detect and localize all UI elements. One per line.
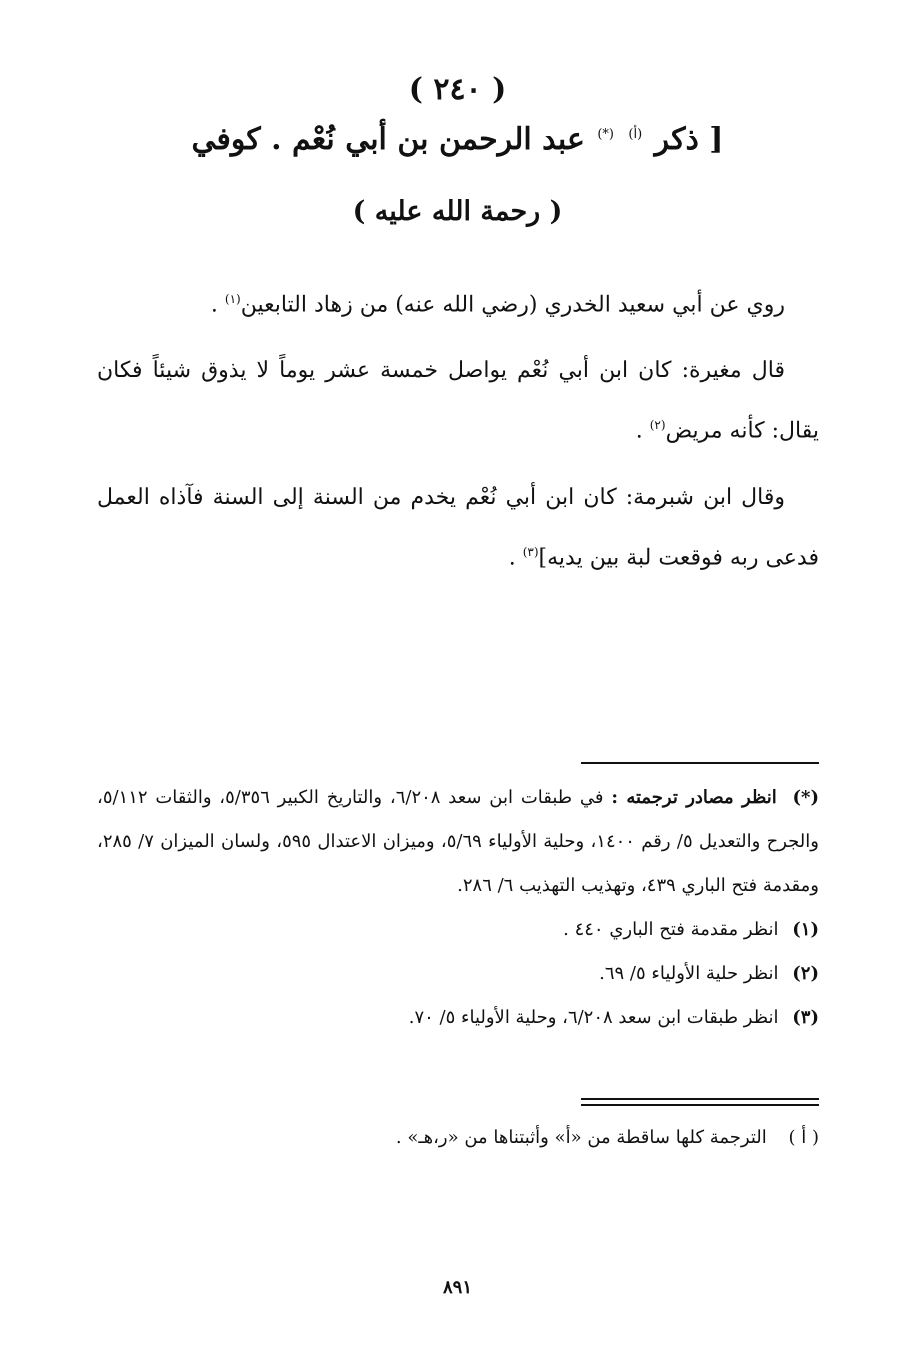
paragraph-3-text: وقال ابن شبرمة: كان ابن أبي نُعْم يخدم من السنة إلى السنة فآذاه العمل فدعى ربه فوقعت لبة بين يديه] xyxy=(97,484,819,570)
footnote-2 xyxy=(97,952,819,996)
footnote-2-text: انظر حلية الأولياء ٥/ ٦٩. xyxy=(599,963,779,984)
paragraph-3-end: . xyxy=(508,544,523,570)
manuscript-variant-note xyxy=(97,1116,819,1160)
footnote-1 xyxy=(97,908,819,952)
footnote-3-text: انظر طبقات ابن سعد ٦/٢٠٨، وحلية الأولياء ٥/ ٧٠. xyxy=(408,1007,779,1028)
paragraph-1-end: . xyxy=(210,292,225,318)
paragraph-2-end: . xyxy=(635,418,650,444)
entry-number: ( ٢٤٠ ) xyxy=(408,72,507,107)
variant-reference-a: (أ) xyxy=(628,127,643,142)
footnote-1-key: (١) xyxy=(792,919,819,940)
footnote-sources-key: (*) xyxy=(792,787,819,808)
main-text xyxy=(97,272,819,597)
title-dhikr-word: ذكر xyxy=(654,122,699,157)
paragraph-1 xyxy=(97,272,819,332)
footnote-1-text: انظر مقدمة فتح الباري ٤٤٠ . xyxy=(563,919,779,940)
footnote-ref-2: (٢) xyxy=(649,418,666,433)
sources-reference-star: (*) xyxy=(597,127,614,142)
footnotes xyxy=(97,776,819,1040)
footnote-3 xyxy=(97,996,819,1040)
footnote-2-key: (٢) xyxy=(792,963,819,984)
biography-title xyxy=(100,122,815,157)
page-number: ٨٩١ xyxy=(442,1277,472,1298)
paragraph-2-text: قال مغيرة: كان ابن أبي نُعْم يواصل خمسة عشر يوماً لا يذوق شيئاً فكان يقال: كأنه مريض xyxy=(97,358,819,444)
footnote-sources-text: في طبقات ابن سعد ٦/٢٠٨، والتاريخ الكبير ٥/٣٥٦، والثقات ٥/١١٢، والجرح والتعديل ٥/ رقم ١٤٠٠، وحلية الأولياء ٥/٦٩، وميزان الاعتدال ٥٩٥، ولسان الميزان ٧/ ٢٨٥، ومقدمة فتح الباري ٤٣٩، وتهذيب التهذيب ٦/ ٢٨٦. xyxy=(97,787,819,896)
footnote-ref-1: (١) xyxy=(224,292,241,306)
variant-note-key: ( أ ) xyxy=(788,1127,819,1148)
footnote-sources xyxy=(97,776,819,908)
variant-note-text: الترجمة كلها ساقطة من «أ» وأثبتناها من «ر،هـ» . xyxy=(395,1127,767,1148)
paragraph-2 xyxy=(97,344,819,458)
footnote-separator xyxy=(581,762,819,764)
paragraph-1-text: روي عن أبي سعيد الخدري (رضي الله عنه) من زهاد التابعين xyxy=(240,292,785,318)
footnote-sources-lead: انظر مصادر ترجمته : xyxy=(611,787,777,808)
paragraph-3 xyxy=(97,471,819,585)
title-open-bracket: [ xyxy=(709,122,724,157)
variant-note-separator xyxy=(581,1098,819,1106)
footnote-3-key: (٣) xyxy=(792,1007,819,1028)
title-person-name: عبد الرحمن بن أبي نُعْم . كوفي xyxy=(191,122,585,157)
footnote-ref-3: (٣) xyxy=(522,544,539,559)
blessing-subtitle: ( رحمة الله عليه ) xyxy=(352,196,563,227)
